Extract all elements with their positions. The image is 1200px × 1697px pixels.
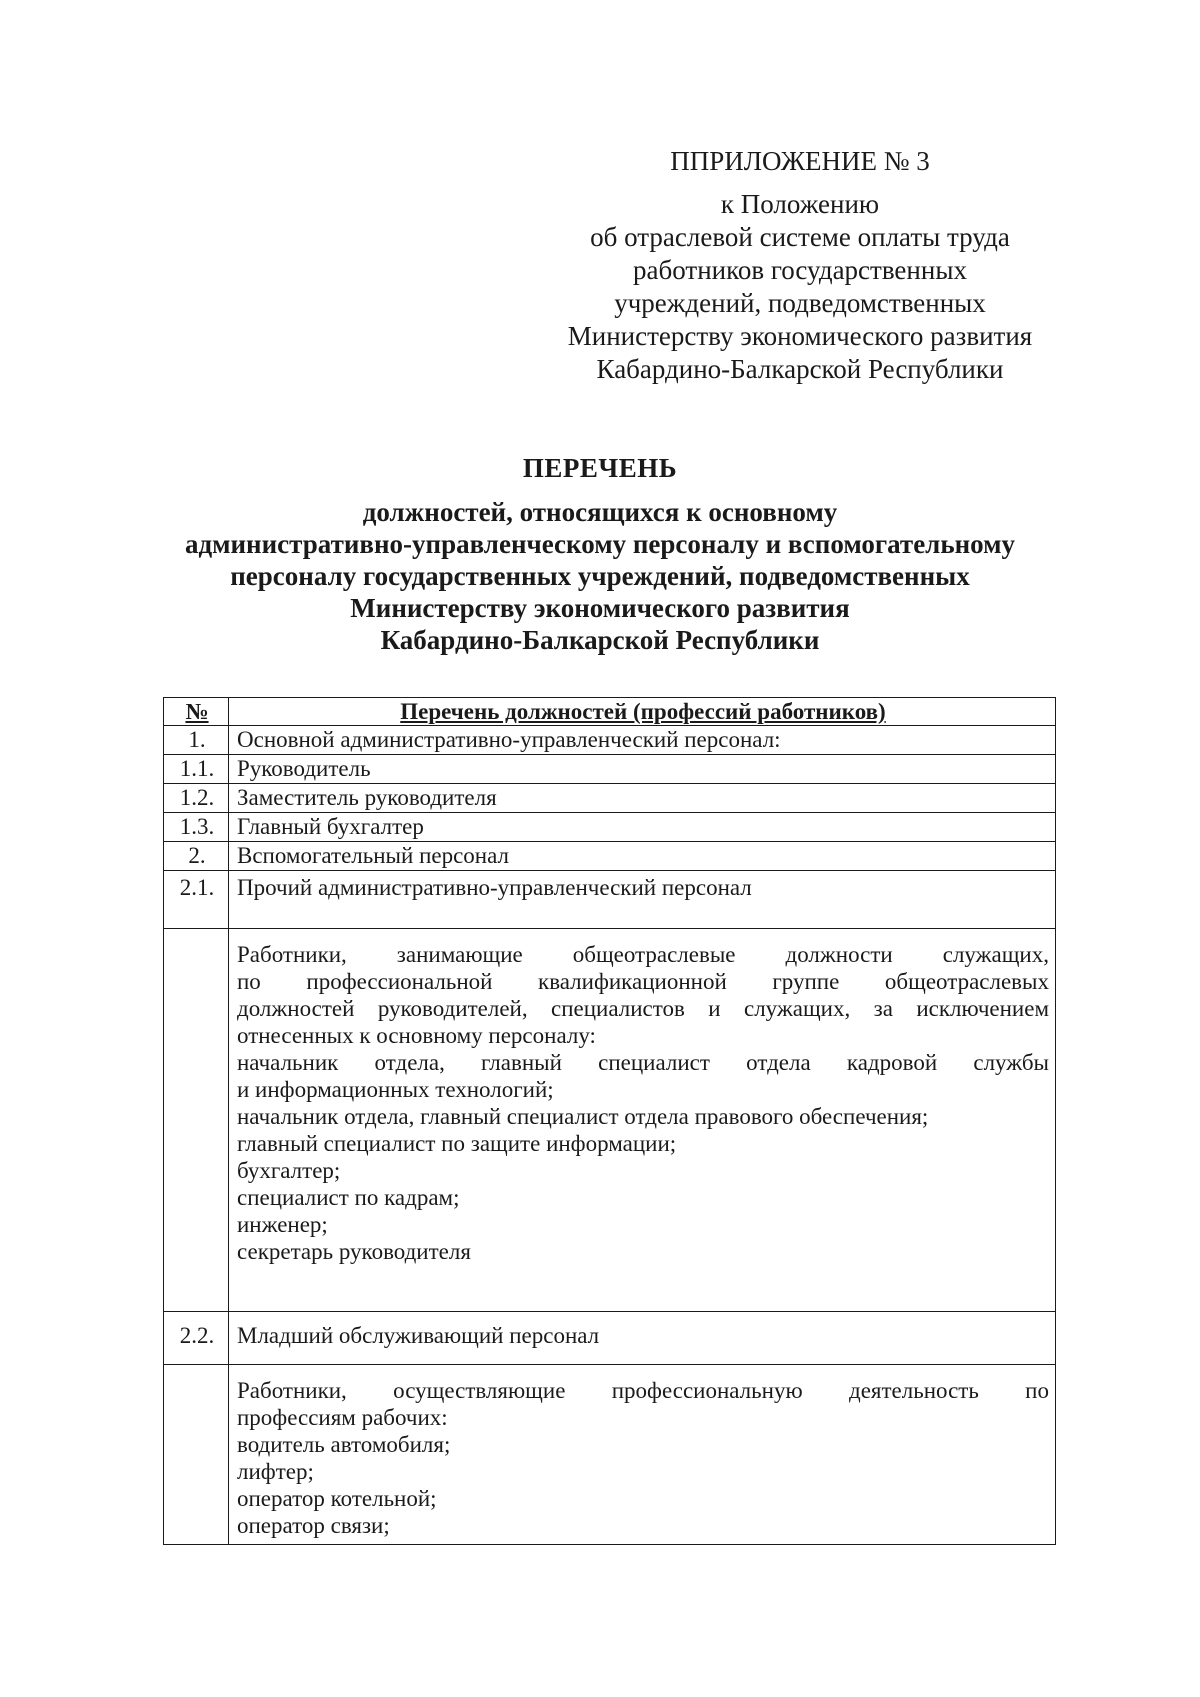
- table-header-row: [164, 698, 1056, 726]
- table-row-detail: [164, 929, 1056, 1312]
- heading-line: Министерству экономического развития: [350, 593, 850, 623]
- header-positions: Перечень должностей (профессий работников): [229, 698, 1056, 726]
- positions-table: [163, 697, 1056, 1545]
- table-row: [164, 1312, 1056, 1365]
- table-row: [164, 871, 1056, 929]
- appendix-line: к Положению: [720, 189, 880, 219]
- detail-line: специалист по кадрам;: [237, 1185, 460, 1210]
- detail-line: секретарь руководителя: [237, 1239, 471, 1264]
- row-number: 2.2.: [164, 1312, 229, 1365]
- detail-line: Работники, осуществляющие профессиональную деятельность по: [237, 1378, 1049, 1403]
- detail-line: главный специалист по защите информации;: [237, 1131, 677, 1156]
- appendix-line: Министерству экономического развития: [567, 321, 1033, 351]
- appendix-line: работников государственных: [633, 255, 967, 285]
- table-row: [164, 784, 1056, 813]
- detail-line: водитель автомобиля;: [237, 1432, 451, 1457]
- row-text: Главный бухгалтер: [229, 813, 1056, 842]
- document-heading: [150, 452, 1050, 656]
- detail-line: оператор котельной;: [237, 1486, 437, 1511]
- detail-line: инженер;: [237, 1212, 328, 1237]
- row-text: Младший обслуживающий персонал: [229, 1312, 1056, 1365]
- document-title: ПЕРЕЧЕНЬ: [522, 453, 678, 483]
- detail-line: и информационных технологий;: [237, 1077, 554, 1102]
- row-number: 1.1.: [164, 755, 229, 784]
- detail-line: по профессиональной квалификационной группе общеотраслевых: [237, 969, 1049, 994]
- detail-line: начальник отдела, главный специалист отдела кадровой службы: [237, 1050, 1049, 1075]
- row-detail-text: [229, 929, 1056, 1312]
- row-number: 1.: [164, 726, 229, 755]
- heading-line: должностей, относящихся к основному: [362, 497, 838, 527]
- detail-line: лифтер;: [237, 1459, 314, 1484]
- row-text: Прочий административно-управленческий персонал: [229, 871, 1056, 929]
- row-number: [164, 929, 229, 1312]
- row-text: Руководитель: [229, 755, 1056, 784]
- table-row-detail: [164, 1365, 1056, 1545]
- heading-line: персоналу государственных учреждений, подведомственных: [230, 561, 970, 591]
- detail-line: начальник отдела, главный специалист отдела правового обеспечения;: [237, 1104, 929, 1129]
- row-detail-text: [229, 1365, 1056, 1545]
- header-number: №: [164, 698, 229, 726]
- detail-line: бухгалтер;: [237, 1158, 341, 1183]
- table-row: [164, 726, 1056, 755]
- table-row: [164, 755, 1056, 784]
- detail-line: отнесенных к основному персоналу:: [237, 1023, 596, 1048]
- appendix-line: Кабардино-Балкарской Республики: [596, 354, 1004, 384]
- detail-line: Работники, занимающие общеотраслевые должности служащих,: [237, 942, 1049, 967]
- detail-line: профессиям рабочих:: [237, 1405, 448, 1430]
- table-row: [164, 842, 1056, 871]
- row-number: 2.: [164, 842, 229, 871]
- appendix-line: учреждений, подведомственных: [614, 288, 986, 318]
- detail-line: оператор связи;: [237, 1513, 390, 1538]
- row-text: Вспомогательный персонал: [229, 842, 1056, 871]
- table-row: [164, 813, 1056, 842]
- row-text: Основной административно-управленческий персонал:: [229, 726, 1056, 755]
- appendix-block: [540, 145, 1060, 386]
- row-number: 1.2.: [164, 784, 229, 813]
- row-number: 2.1.: [164, 871, 229, 929]
- row-text: Заместитель руководителя: [229, 784, 1056, 813]
- row-number: 1.3.: [164, 813, 229, 842]
- heading-line: административно-управленческому персоналу и вспомогательному: [184, 529, 1016, 559]
- detail-line: должностей руководителей, специалистов и служащих, за исключением: [237, 996, 1049, 1021]
- heading-line: Кабардино-Балкарской Республики: [380, 625, 820, 655]
- appendix-line: об отраслевой системе оплаты труда: [590, 222, 1010, 252]
- appendix-title: ППРИЛОЖЕНИЕ № 3: [670, 146, 930, 176]
- row-number: [164, 1365, 229, 1545]
